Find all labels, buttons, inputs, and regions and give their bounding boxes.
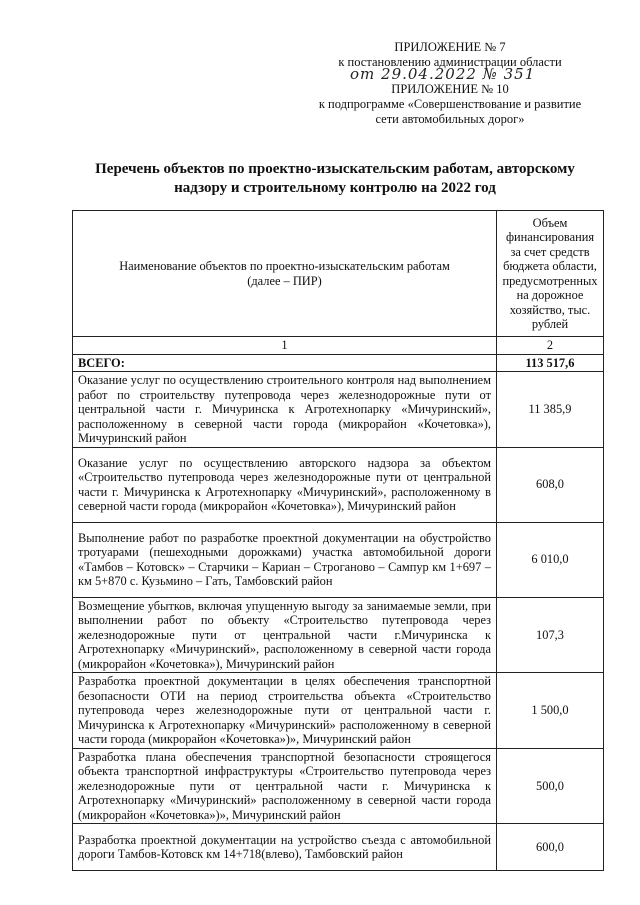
subprogram-line-2: сети автомобильных дорог» <box>375 112 525 126</box>
table-header-row <box>73 211 604 337</box>
table-row <box>73 447 604 522</box>
appendix-10-block <box>300 82 600 127</box>
table-row <box>73 372 604 448</box>
object-amount: 1 500,0 <box>497 673 604 749</box>
col1-header-line-1: Наименование объектов по проектно-изыскательским работам <box>119 259 450 273</box>
object-amount: 6 010,0 <box>497 522 604 597</box>
col2-header: Объем финансирования за счет средств бюджета области, предусмотренных на дорожное хозяйство, тыс. рублей <box>497 211 604 337</box>
col1-number: 1 <box>73 337 497 355</box>
document-title <box>70 160 600 198</box>
appendix-10-label: ПРИЛОЖЕНИЕ № 10 <box>391 82 509 96</box>
decree-reference: к постановлению администрации области <box>338 55 562 69</box>
appendix-7-label: ПРИЛОЖЕНИЕ № 7 <box>394 40 506 54</box>
column-number-row <box>73 337 604 355</box>
object-amount: 11 385,9 <box>497 372 604 448</box>
table-row <box>73 673 604 749</box>
object-name: Разработка проектной документации в целях обеспечения транспортной безопасности ОТИ на период строительства объекта «Строительство путепровода через железнодорожные пути от центральной части г. Мичуринска к Агротехнопарку «Мичуринский» расположенному в северной части города (микрорайон «Кочетовка»)», Мичуринский район <box>73 673 497 749</box>
object-name: Оказание услуг по осуществлению авторского надзора за объектом «Строительство путепровода через железнодорожные пути от центральной части г. Мичуринска к Агротехнопарку «Мичуринский», расположенному в северной части города (микрорайон «Кочетовка»), Мичуринский район <box>73 447 497 522</box>
total-value: 113 517,6 <box>497 354 604 372</box>
title-line-1: Перечень объектов по проектно-изыскательским работам, авторскому <box>95 161 575 177</box>
subprogram-line-1: к подпрограмме «Совершенствование и развитие <box>318 97 582 111</box>
total-row <box>73 354 604 372</box>
object-amount: 608,0 <box>497 447 604 522</box>
object-name: Выполнение работ по разработке проектной документации на обустройство тротуарами (пешеходными дорожками) участка автомобильной дороги «Тамбов – Котовск» – Старчики – Кариан – Строганово – Сампур км 1+697 – км 5+870 с. Кузьмино – Гать, Тамбовский район <box>73 522 497 597</box>
object-name: Оказание услуг по осуществлению строительного контроля над выполнением работ по строительству путепровода через железнодорожные пути от центральной части г. Мичуринска к Агротехнопарку «Мичуринский», расположенному в северной части города (микрорайон «Кочетовка»), Мичуринский район <box>73 372 497 448</box>
table-row <box>73 748 604 824</box>
total-label: ВСЕГО: <box>73 354 497 372</box>
object-name: Разработка плана обеспечения транспортной безопасности строящегося объекта транспортной инфраструктуры «Строительство путепровода через железнодорожные пути от центральной части г. Мичуринска к Агротехнопарку «Мичуринский» расположенному в северной части города (микрорайон «Кочетовка»)», Мичуринский район <box>73 748 497 824</box>
object-name: Возмещение убытков, включая упущенную выгоду за занимаемые земли, при выполнении работ по объекту «Строительство путепровода через железнодорожные пути от центральной части г.Мичуринска к Агротехнопарку «Мичуринский», расположенному в северной части города (микрорайон «Кочетовка»), Мичуринский район <box>73 597 497 673</box>
title-line-2: надзору и строительному контролю на 2022 год <box>174 180 496 196</box>
table-row <box>73 522 604 597</box>
object-name: Разработка проектной документации на устройство съезда с автомобильной дороги Тамбов-Котовск км 14+718(влево), Тамбовский район <box>73 824 497 871</box>
table-row <box>73 824 604 871</box>
object-amount: 107,3 <box>497 597 604 673</box>
object-amount: 600,0 <box>497 824 604 871</box>
handwritten-date: от 29.04.2022 № 351 <box>350 65 536 83</box>
table-row <box>73 597 604 673</box>
objects-table <box>72 210 604 871</box>
col1-header <box>73 211 497 337</box>
object-amount: 500,0 <box>497 748 604 824</box>
col1-header-line-2: (далее – ПИР) <box>247 273 322 288</box>
col2-number: 2 <box>497 337 604 355</box>
